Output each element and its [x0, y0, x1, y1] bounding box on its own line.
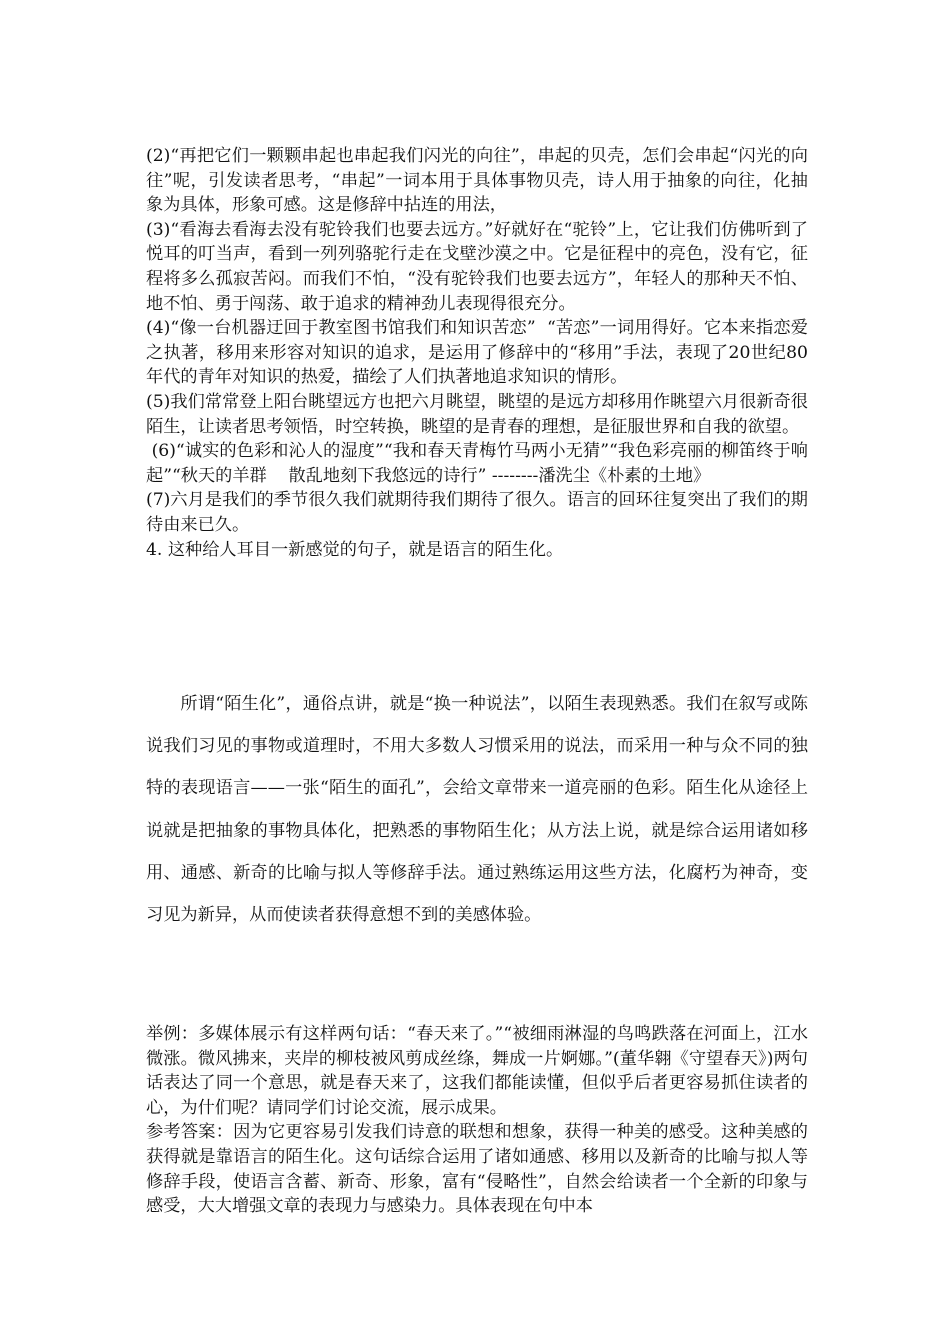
list-item: (2)“再把它们一颗颗串起也串起我们闪光的向往”，串起的贝壳，怎们会串起“闪光的向往”呢，引发读者思考，“串起”一词本用于具体事物贝壳，诗人用于抽象的向往，化抽象为具体，形象可感。这是修辞中拈连的用法，: [146, 146, 808, 216]
body-paragraph: 所谓“陌生化”，通俗点讲，就是“换一种说法”，以陌生表现熟悉。我们在叙写或陈说我们习见的事物或道理时，不用大多数人习惯采用的说法，而采用一种与众不同的独特的表现语言——一张“陌生的面孔”，会给文章带来一道亮丽的色彩。陌生化从途径上说就是把抽象的事物具体化，把熟悉的事物陌生化；从方法上说，就是综合运用诸如移用、通感、新奇的比喻与拟人等修辞手法。通过熟练运用这些方法，化腐朽为神奇，变习见为新异，从而使读者获得意想不到的美感体验。: [146, 694, 808, 926]
list-item: (6)“诚实的色彩和沁人的湿度”“我和春天青梅竹马两小无猜”“我色彩亮丽的柳笛终于响起”“秋天的羊群 散乱地刻下我悠远的诗行” --------潘洗尘《朴素的土地》: [146, 441, 808, 486]
answer-paragraph: 参考答案：因为它更容易引发我们诗意的联想和想象，获得一种美的感受。这种美感的获得就是靠语言的陌生化。这句话综合运用了诸如通感、移用以及新奇的比喻与拟人等修辞手段，使语言含蓄、新奇、形象，富有“侵略性”，自然会给读者一个全新的印象与感受，大大增强文章的表现力与感染力。具体表现在句中本: [146, 1122, 808, 1217]
example-paragraph: 举例：多媒体展示有这样两句话：“春天来了。”“被细雨淋湿的鸟鸣跌落在河面上，江水微涨。微风拂来，夹岸的柳枝被风剪成丝绦，舞成一片婀娜。”(董华翱《守望春天》)两句话表达了同一个意思，就是春天来了，这我们都能读懂，但似乎后者更容易抓住读者的心，为什们呢？请同学们讨论交流，展示成果。: [146, 1024, 808, 1118]
list-item: (3)“看海去看海去没有驼铃我们也要去远方。”好就好在“驼铃”上，它让我们仿佛听到了悦耳的叮当声，看到一列列骆驼行走在戈壁沙漠之中。它是征程中的亮色，没有它，征程将多么孤寂苦闷。而我们不怕，“没有驼铃我们也要去远方”，年轻人的那种天不怕、地不怕、勇于闯荡、敢于追求的精神劲儿表现得很充分。: [146, 219, 808, 314]
example-block: [146, 1022, 808, 1219]
list-item: (5)我们常常登上阳台眺望远方也把六月眺望，眺望的是远方却移用作眺望六月很新奇很陌生，让读者思考领悟，时空转换，眺望的是青春的理想，是征服世界和自我的欲望。: [146, 391, 808, 437]
numbered-analysis-list: [146, 144, 808, 562]
list-item: (7)六月是我们的季节很久我们就期待我们期待了很久。语言的回环往复突出了我们的期待由来已久。: [146, 490, 808, 535]
list-item: (4)“像一台机器迂回于教室图书馆我们和知识苦恋” “苦恋”一词用得好。它本来指恋爱之执著，移用来形容对知识的追求，是运用了修辞中的“移用”手法，表现了20世纪80年代的青年对知识的热爱，描绘了人们执著地追求知识的情形。: [146, 318, 808, 388]
defamiliarization-paragraph-block: [146, 683, 808, 936]
list-item: 4. 这种给人耳目一新感觉的句子，就是语言的陌生化。: [146, 539, 564, 560]
